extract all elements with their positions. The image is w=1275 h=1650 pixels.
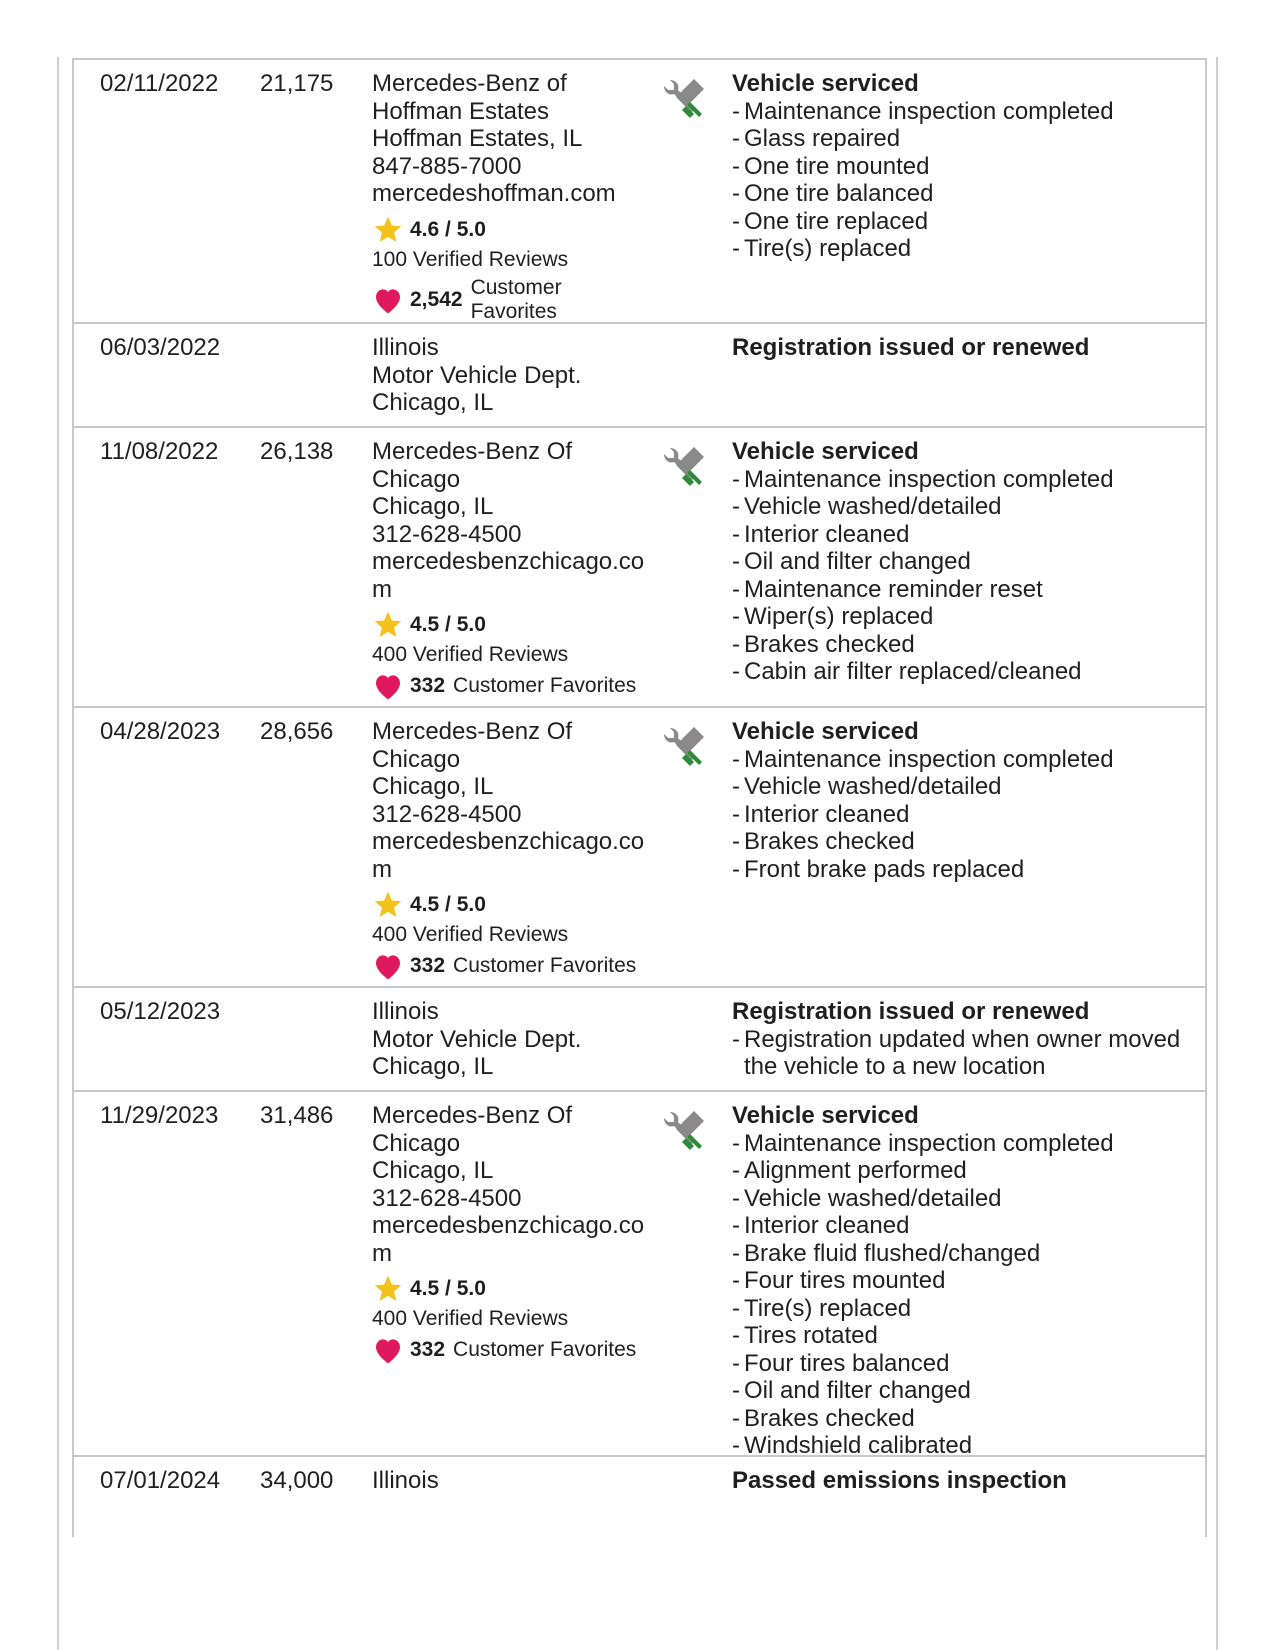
detail-item: - Maintenance inspection completed	[732, 466, 1192, 494]
source-phone[interactable]: 312-628-4500	[372, 520, 522, 548]
verified-reviews[interactable]: 400 Verified Reviews	[372, 923, 569, 946]
record-date: 02/11/2022	[100, 70, 219, 97]
verified-reviews[interactable]: 400 Verified Reviews	[372, 1307, 569, 1330]
service-tools-icon	[664, 76, 708, 120]
record-date: 04/28/2023	[100, 718, 221, 745]
source-rating	[372, 1273, 652, 1305]
detail-item: - Vehicle washed/detailed	[732, 1185, 1192, 1213]
source-location: Chicago, IL	[372, 1053, 494, 1080]
source-location: Hoffman Estates, IL	[372, 125, 583, 152]
history-record	[74, 60, 1205, 324]
history-record	[74, 988, 1205, 1092]
favorites-count: 332	[410, 954, 446, 978]
detail-item: - Tire(s) replaced	[732, 1295, 1192, 1323]
verified-reviews[interactable]: 400 Verified Reviews	[372, 643, 569, 666]
record-source	[372, 1102, 652, 1365]
record-source	[372, 998, 652, 1081]
favorites-count: 332	[410, 674, 446, 698]
detail-item: - One tire mounted	[732, 153, 1192, 181]
source-name-line: Chicago	[372, 465, 461, 493]
source-location: Chicago, IL	[372, 389, 494, 416]
source-website-link[interactable]: mercedesbenzchicago.com	[372, 1212, 645, 1267]
source-location: Chicago, IL	[372, 1157, 494, 1184]
source-name-line: Illinois	[372, 998, 439, 1025]
star-icon	[372, 214, 404, 246]
record-source	[372, 1467, 652, 1495]
record-odometer: 26,138	[260, 438, 334, 465]
source-website-link[interactable]: mercedesbenzchicago.com	[372, 828, 645, 883]
record-heading: Registration issued or renewed	[732, 334, 1090, 361]
detail-item: - Alignment performed	[732, 1157, 1192, 1185]
detail-item: - Interior cleaned	[732, 521, 1192, 549]
detail-item: - Registration updated when owner moved the vehicle to a new location	[732, 1026, 1192, 1081]
customer-favorites	[372, 276, 652, 324]
record-date: 05/12/2023	[100, 998, 221, 1025]
source-name-line: Mercedes-Benz of	[372, 70, 567, 97]
source-location: Chicago, IL	[372, 493, 494, 520]
source-phone[interactable]: 312-628-4500	[372, 1184, 522, 1212]
detail-item: - Brakes checked	[732, 631, 1192, 659]
record-heading: Vehicle serviced	[732, 1102, 919, 1129]
source-rating	[372, 214, 652, 246]
record-heading: Vehicle serviced	[732, 438, 919, 465]
source-name-line: Illinois	[372, 1467, 439, 1494]
heart-icon	[372, 951, 404, 981]
detail-item: - Maintenance inspection completed	[732, 1130, 1192, 1158]
source-location: Chicago, IL	[372, 773, 494, 800]
record-heading: Registration issued or renewed	[732, 998, 1090, 1025]
record-heading: Vehicle serviced	[732, 70, 919, 97]
vehicle-history-table	[72, 58, 1207, 1537]
record-details	[732, 438, 1192, 686]
detail-item: - Tires rotated	[732, 1322, 1192, 1350]
history-record	[74, 1092, 1205, 1457]
source-name-line: Illinois	[372, 334, 439, 361]
detail-item: - Wiper(s) replaced	[732, 603, 1192, 631]
detail-item: - Oil and filter changed	[732, 1377, 1192, 1405]
source-name-line: Chicago	[372, 745, 461, 773]
history-record	[74, 708, 1205, 988]
customer-favorites	[372, 671, 652, 701]
rating-value: 4.6 / 5.0	[410, 217, 486, 241]
favorites-label: Customer Favorites	[470, 275, 562, 323]
detail-item: - Brakes checked	[732, 828, 1192, 856]
record-source	[372, 70, 652, 324]
service-tools-icon	[664, 444, 708, 488]
detail-item: - Vehicle washed/detailed	[732, 773, 1192, 801]
record-details	[732, 718, 1192, 883]
detail-item: - Four tires mounted	[732, 1267, 1192, 1295]
page-border-right	[1216, 57, 1218, 1650]
customer-favorites	[372, 951, 652, 981]
source-name-line: Motor Vehicle Dept.	[372, 361, 582, 389]
detail-item: - Tire(s) replaced	[732, 235, 1192, 263]
history-record	[74, 1457, 1205, 1537]
detail-item: - One tire balanced	[732, 180, 1192, 208]
detail-item: - Vehicle washed/detailed	[732, 493, 1192, 521]
record-heading: Passed emissions inspection	[732, 1467, 1067, 1494]
detail-item: - Maintenance inspection completed	[732, 98, 1192, 126]
record-odometer: 21,175	[260, 70, 334, 97]
detail-item: - Maintenance reminder reset	[732, 576, 1192, 604]
record-date: 07/01/2024	[100, 1467, 221, 1494]
source-name-line: Motor Vehicle Dept.	[372, 1025, 582, 1053]
record-details	[732, 70, 1192, 263]
record-odometer: 28,656	[260, 718, 334, 745]
favorites-count: 332	[410, 1338, 446, 1362]
source-phone[interactable]: 847-885-7000	[372, 152, 522, 180]
detail-item: - Oil and filter changed	[732, 548, 1192, 576]
record-odometer: 34,000	[260, 1467, 334, 1494]
source-name-line: Chicago	[372, 1129, 461, 1157]
star-icon	[372, 889, 404, 921]
page-border-left	[57, 57, 59, 1650]
record-date: 11/08/2022	[100, 438, 219, 465]
detail-item: - Interior cleaned	[732, 1212, 1192, 1240]
rating-value: 4.5 / 5.0	[410, 613, 486, 637]
record-date: 06/03/2022	[100, 334, 221, 361]
detail-item: - Brakes checked	[732, 1405, 1192, 1433]
customer-favorites	[372, 1335, 652, 1365]
heart-icon	[372, 671, 404, 701]
detail-item: - One tire replaced	[732, 208, 1192, 236]
record-details	[732, 998, 1192, 1081]
source-name-line: Mercedes-Benz Of	[372, 1102, 573, 1129]
detail-item: - Windshield calibrated	[732, 1432, 1192, 1460]
rating-value: 4.5 / 5.0	[410, 893, 486, 917]
source-name-line: Mercedes-Benz Of	[372, 438, 573, 465]
heart-icon	[372, 1335, 404, 1365]
favorites-label: Customer Favorites	[453, 674, 637, 697]
verified-reviews[interactable]: 100 Verified Reviews	[372, 247, 569, 271]
source-rating	[372, 889, 652, 921]
record-odometer: 31,486	[260, 1102, 334, 1129]
service-tools-icon	[664, 724, 708, 768]
star-icon	[372, 1273, 404, 1305]
source-website-link[interactable]: mercedesbenzchicago.com	[372, 548, 645, 603]
source-phone[interactable]: 312-628-4500	[372, 800, 522, 828]
service-tools-icon	[664, 1108, 708, 1152]
source-name-line: Hoffman Estates	[372, 97, 549, 125]
detail-item: - Front brake pads replaced	[732, 856, 1192, 884]
detail-item: - Maintenance inspection completed	[732, 746, 1192, 774]
record-date: 11/29/2023	[100, 1102, 219, 1129]
detail-item: - Four tires balanced	[732, 1350, 1192, 1378]
record-details	[732, 1467, 1192, 1495]
favorites-label: Customer Favorites	[453, 1338, 637, 1361]
heart-icon	[372, 285, 404, 315]
source-name-line: Mercedes-Benz Of	[372, 718, 573, 745]
source-website-link[interactable]: mercedeshoffman.com	[372, 180, 616, 207]
record-details	[732, 1102, 1192, 1460]
detail-item: - Interior cleaned	[732, 801, 1192, 829]
detail-item: - Cabin air filter replaced/cleaned	[732, 658, 1192, 686]
favorites-label: Customer Favorites	[453, 954, 637, 977]
history-record	[74, 324, 1205, 428]
source-rating	[372, 609, 652, 641]
history-record	[74, 428, 1205, 708]
detail-item: - Glass repaired	[732, 125, 1192, 153]
record-details	[732, 334, 1192, 362]
rating-value: 4.5 / 5.0	[410, 1277, 486, 1301]
record-heading: Vehicle serviced	[732, 718, 919, 745]
record-source	[372, 718, 652, 981]
favorites-count: 2,542	[410, 287, 463, 311]
record-source	[372, 334, 652, 417]
star-icon	[372, 609, 404, 641]
record-source	[372, 438, 652, 701]
detail-item: - Brake fluid flushed/changed	[732, 1240, 1192, 1268]
